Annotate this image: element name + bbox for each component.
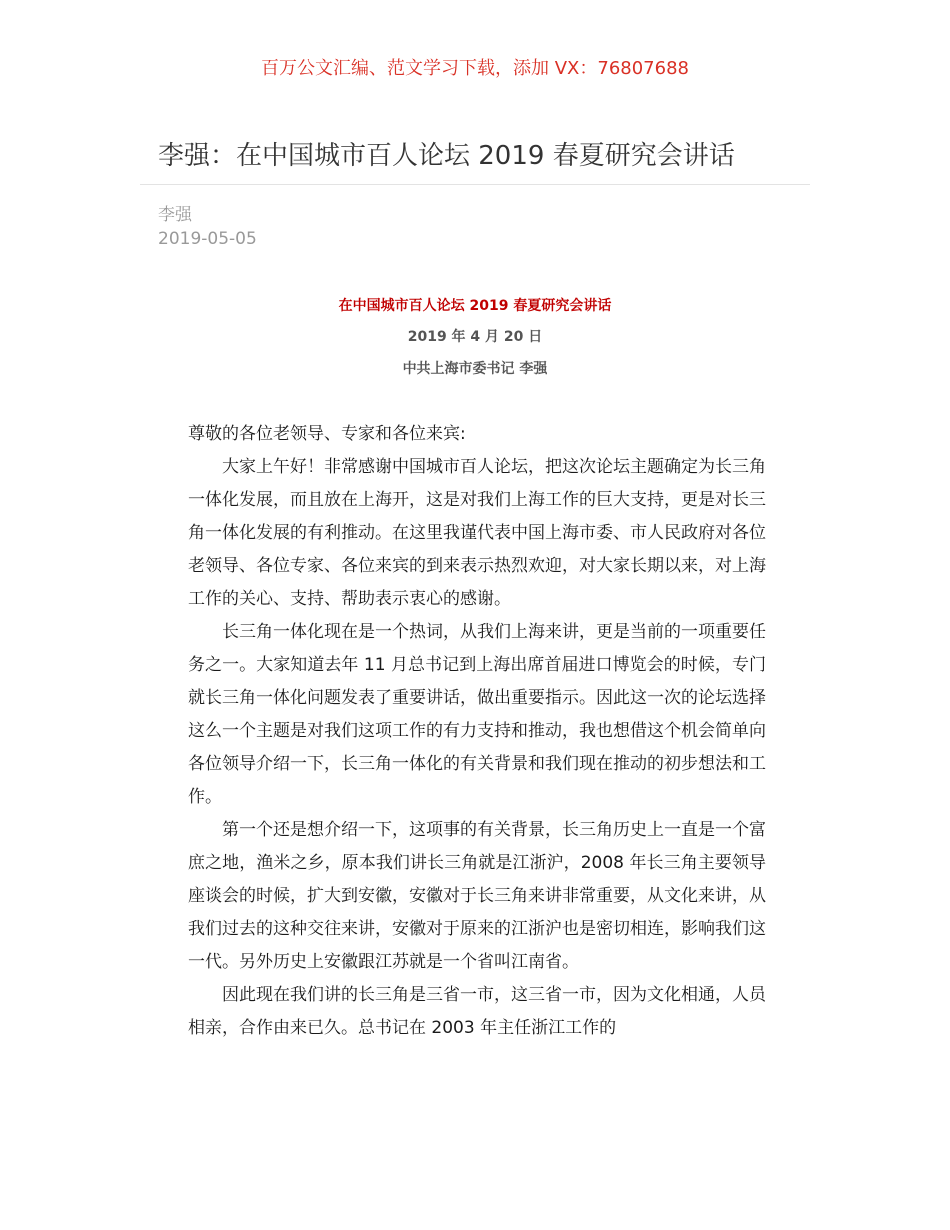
body-paragraph: 因此现在我们讲的长三角是三省一市，这三省一市，因为文化相通，人员相亲，合作由来已久。总书记在 2003 年主任浙江工作的: [188, 985, 766, 1038]
speech-body: [188, 418, 766, 1045]
document-date: 2019 年 4 月 20 日: [407, 329, 543, 345]
article-author: 李强: [158, 205, 192, 225]
article-date: 2019-05-05: [158, 229, 257, 249]
title-divider: [140, 184, 810, 185]
document-title: 在中国城市百人论坛 2019 春夏研究会讲话: [338, 298, 612, 314]
document-byline: 中共上海市委书记 李强: [402, 361, 548, 377]
promo-banner: 百万公文汇编、范文学习下载，添加 VX：76807688: [261, 58, 689, 79]
body-paragraph: 大家上午好！非常感谢中国城市百人论坛，把这次论坛主题确定为长三角一体化发展，而且放在上海开，这是对我们上海工作的巨大支持，更是对长三角一体化发展的有利推动。在这里我谨代表中国上海市委、市人民政府对各位老领导、各位专家、各位来宾的到来表示热烈欢迎，对大家长期以来，对上海工作的关心、支持、帮助表示衷心的感谢。: [188, 457, 766, 609]
body-paragraph: 长三角一体化现在是一个热词，从我们上海来讲，更是当前的一项重要任务之一。大家知道去年 11 月总书记到上海出席首届进口博览会的时候，专门就长三角一体化问题发表了重要讲话，做出重要指示。因此这一次的论坛选择这么一个主题是对我们这项工作的有力支持和推动，我也想借这个机会简单向各位领导介绍一下，长三角一体化的有关背景和我们现在推动的初步想法和工作。: [188, 622, 766, 807]
body-paragraph: 第一个还是想介绍一下，这项事的有关背景，长三角历史上一直是一个富庶之地，渔米之乡，原本我们讲长三角就是江浙沪，2008 年长三角主要领导座谈会的时候，扩大到安徽，安徽对于长三角来讲非常重要，从文化来讲，从我们过去的这种交往来讲，安徽对于原来的江浙沪也是密切相连，影响我们这一代。另外历史上安徽跟江苏就是一个省叫江南省。: [188, 820, 766, 972]
article-title: 李强：在中国城市百人论坛 2019 春夏研究会讲话: [158, 141, 735, 171]
salutation: 尊敬的各位老领导、专家和各位来宾:: [188, 424, 466, 444]
